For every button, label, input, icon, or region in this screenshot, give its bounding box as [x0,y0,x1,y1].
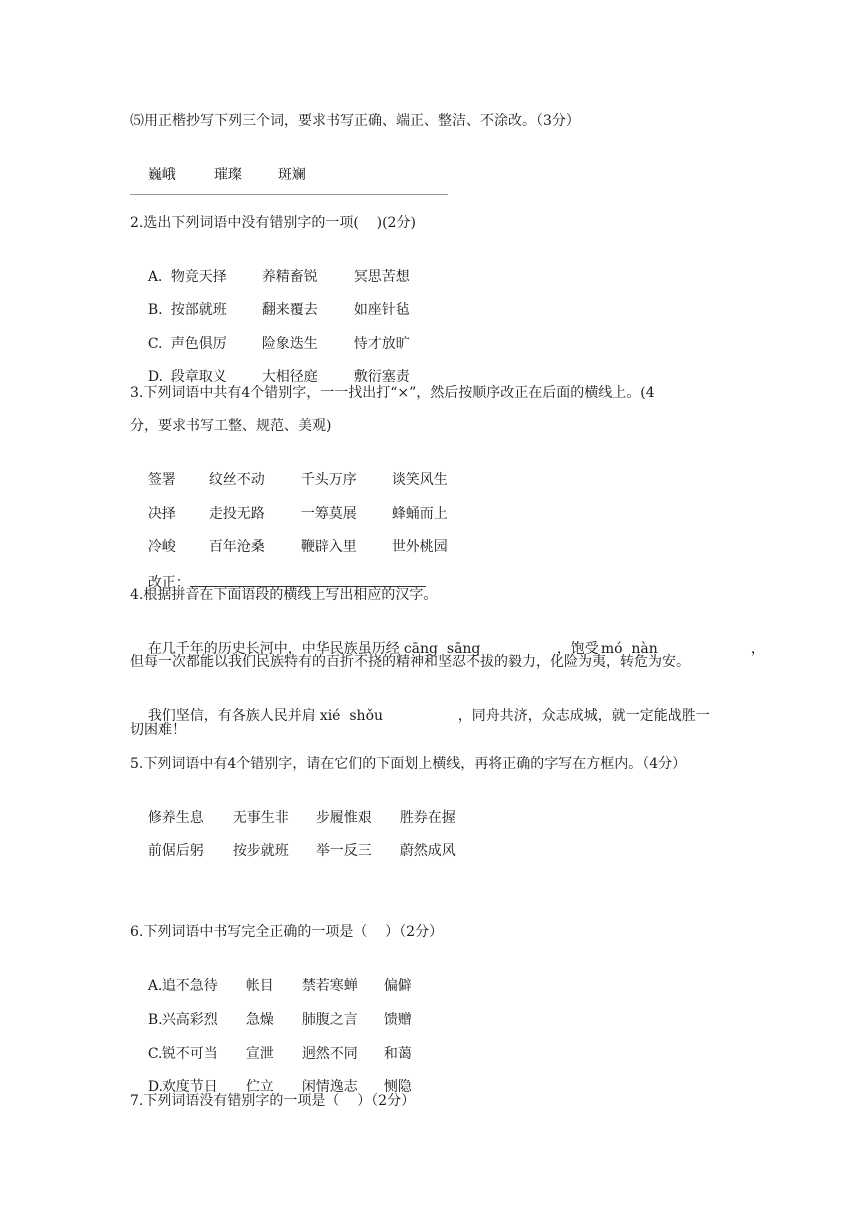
q3-stem-line2: 分，要求书写工整、规范、美观) [130,418,332,434]
word: 伫立 [245,1079,274,1095]
word: 鞭辟入里 [300,539,357,555]
word: 养精畜锐 [261,269,318,285]
text: ，同舟共济，众志成城，就一定能战胜一 [457,708,710,724]
q7-stem: 7.下列词语没有错别字的一项是（ ）（2分） [130,1093,416,1109]
word: 追不急待 [161,978,218,994]
word: 大相径庭 [261,369,318,385]
word: 闲情逸志 [301,1079,358,1095]
q2-stem: 2.选出下列词语中没有错别字的一项( )(2分) [130,215,416,231]
word: 璀璨 [213,167,242,183]
word: 险象迭生 [261,336,318,352]
word: 迥然不同 [301,1046,358,1062]
word: 千头万序 [300,472,357,488]
text: 我们坚信，有各族人民并肩 [147,708,316,724]
word: 敷衍塞责 [353,369,410,385]
word: 决择 [147,506,176,522]
option-label: A. [147,978,163,994]
word: 段章取义 [170,369,227,385]
option-label: B. [147,1012,163,1028]
text: 在几千年的历史长河中，中华民族虽历经 [147,641,400,657]
word: 前倨后躬 [147,843,204,859]
q3-stem-line1: 3.下列词语中共有4个错别字，一一找出打“×”，然后按顺序改正在后面的横线上。(4 [130,385,655,401]
option-label: D. [147,369,163,385]
word: 谈笑风生 [391,472,448,488]
q4-para-line2: 但每一次都能以我们民族特有的百折不挠的精神和坚忍不拔的毅力，化险为夷，转危为安。 [130,654,690,670]
q5-row-2 [130,821,456,881]
pinyin-2: mó nàn [600,641,658,657]
q6-stem: 6.下列词语中书写完全正确的一项是（ ）（2分） [130,924,444,940]
word: 帐目 [245,978,274,994]
option-label: B. [147,302,163,318]
word: 巍峨 [147,167,176,183]
word: 急燥 [245,1012,274,1028]
word: 恻隐 [383,1079,412,1095]
text: ，饱受 [556,641,599,657]
word: 无事生非 [232,810,289,826]
word: 蜂蛹而上 [391,506,448,522]
q5-sub-words [130,145,306,205]
word: 声色俱厉 [170,336,227,352]
word: 冥思苦想 [353,269,410,285]
word: 斑斓 [277,167,306,183]
word: 步履惟艰 [315,810,372,826]
word: 馈赠 [383,1012,412,1028]
word: 走投无路 [208,506,265,522]
word: 肺腹之言 [301,1012,358,1028]
word: 一筹莫展 [300,506,357,522]
word: 按部就班 [170,302,227,318]
word: 举一反三 [315,843,372,859]
pinyin-3: xié shǒu [319,708,384,724]
word: 签署 [147,472,176,488]
word: 禁若寒蝉 [301,978,358,994]
word: 纹丝不动 [208,472,265,488]
answer-line [130,194,448,195]
q4-para-line3 [130,686,710,746]
q4-para-line4: 切困难！ [130,722,186,738]
word: 兴高彩烈 [161,1012,218,1028]
q4-stem: 4.根据拼音在下面语段的横线上写出相应的汉字。 [130,587,438,603]
word: 偏僻 [383,978,412,994]
q5-sub-stem: ⑸用正楷抄写下列三个词，要求书写正确、端正、整洁、不涂改。（3分） [130,113,580,129]
word: 恃才放旷 [353,336,410,352]
word: 修养生息 [147,810,204,826]
word: 欢度节日 [161,1079,218,1095]
word: 按步就班 [232,843,289,859]
word: 锐不可当 [161,1046,218,1062]
word: 翻来覆去 [261,302,318,318]
option-label: A. [147,269,163,285]
q5-stem: 5.下列词语中有4个错别字，请在它们的下面划上横线，再将正确的字写在方框内。（4分） [130,756,687,772]
word: 百年沧桑 [208,539,265,555]
text: ， [750,641,765,657]
word: 宣泄 [245,1046,274,1062]
word: 蔚然成风 [399,843,456,859]
correction-label: 改正： [147,575,190,591]
option-label: D. [147,1079,163,1095]
option-label: C. [147,1046,163,1062]
option-label: C. [147,336,163,352]
word: 如座针毡 [353,302,410,318]
word: 和蔼 [383,1046,412,1062]
word: 物竞天择 [170,269,227,285]
word: 胜券在握 [399,810,456,826]
pinyin-1: cāng sāng [403,641,481,657]
word: 冷峻 [147,539,176,555]
word: 世外桃园 [391,539,448,555]
